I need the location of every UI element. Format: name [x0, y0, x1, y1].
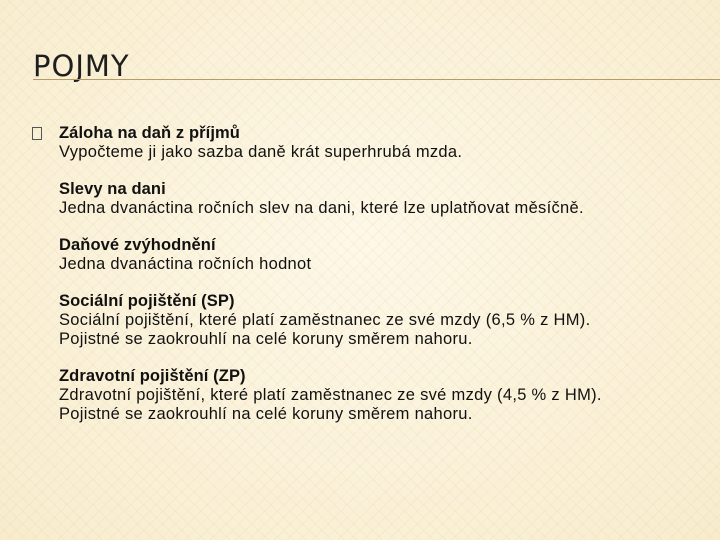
- title-underline: [33, 79, 720, 80]
- term-heading: Záloha na daň z příjmů: [59, 124, 240, 142]
- term-description: Zdravotní pojištění, které platí zaměstnanec ze své mzdy (4,5 % z HM).: [59, 386, 602, 404]
- term-description: Sociální pojištění, které platí zaměstnanec ze své mzdy (6,5 % z HM).: [59, 311, 591, 329]
- slide-title: POJMY: [33, 49, 130, 83]
- term-heading: Zdravotní pojištění (ZP): [59, 367, 246, 385]
- term-item-zdravotni: [59, 367, 714, 424]
- term-description: Vypočteme ji jako sazba daně krát superhrubá mzda.: [59, 143, 463, 161]
- slide-body: [59, 124, 714, 424]
- term-description: Jedna dvanáctina ročních hodnot: [59, 255, 312, 273]
- term-item-zvyhodneni: [59, 236, 714, 274]
- term-heading: Daňové zvýhodnění: [59, 236, 216, 254]
- term-item-zaloha: [59, 124, 714, 162]
- term-item-slevy: [59, 180, 714, 218]
- bullet-box-icon: [32, 127, 42, 140]
- term-description: Jedna dvanáctina ročních slev na dani, které lze uplatňovat měsíčně.: [59, 199, 584, 217]
- term-item-socialni: [59, 292, 714, 349]
- term-description: Pojistné se zaokrouhlí na celé koruny směrem nahoru.: [59, 330, 473, 348]
- term-heading: Slevy na dani: [59, 180, 166, 198]
- term-description: Pojistné se zaokrouhlí na celé koruny směrem nahoru.: [59, 405, 473, 423]
- term-heading: Sociální pojištění (SP): [59, 292, 235, 310]
